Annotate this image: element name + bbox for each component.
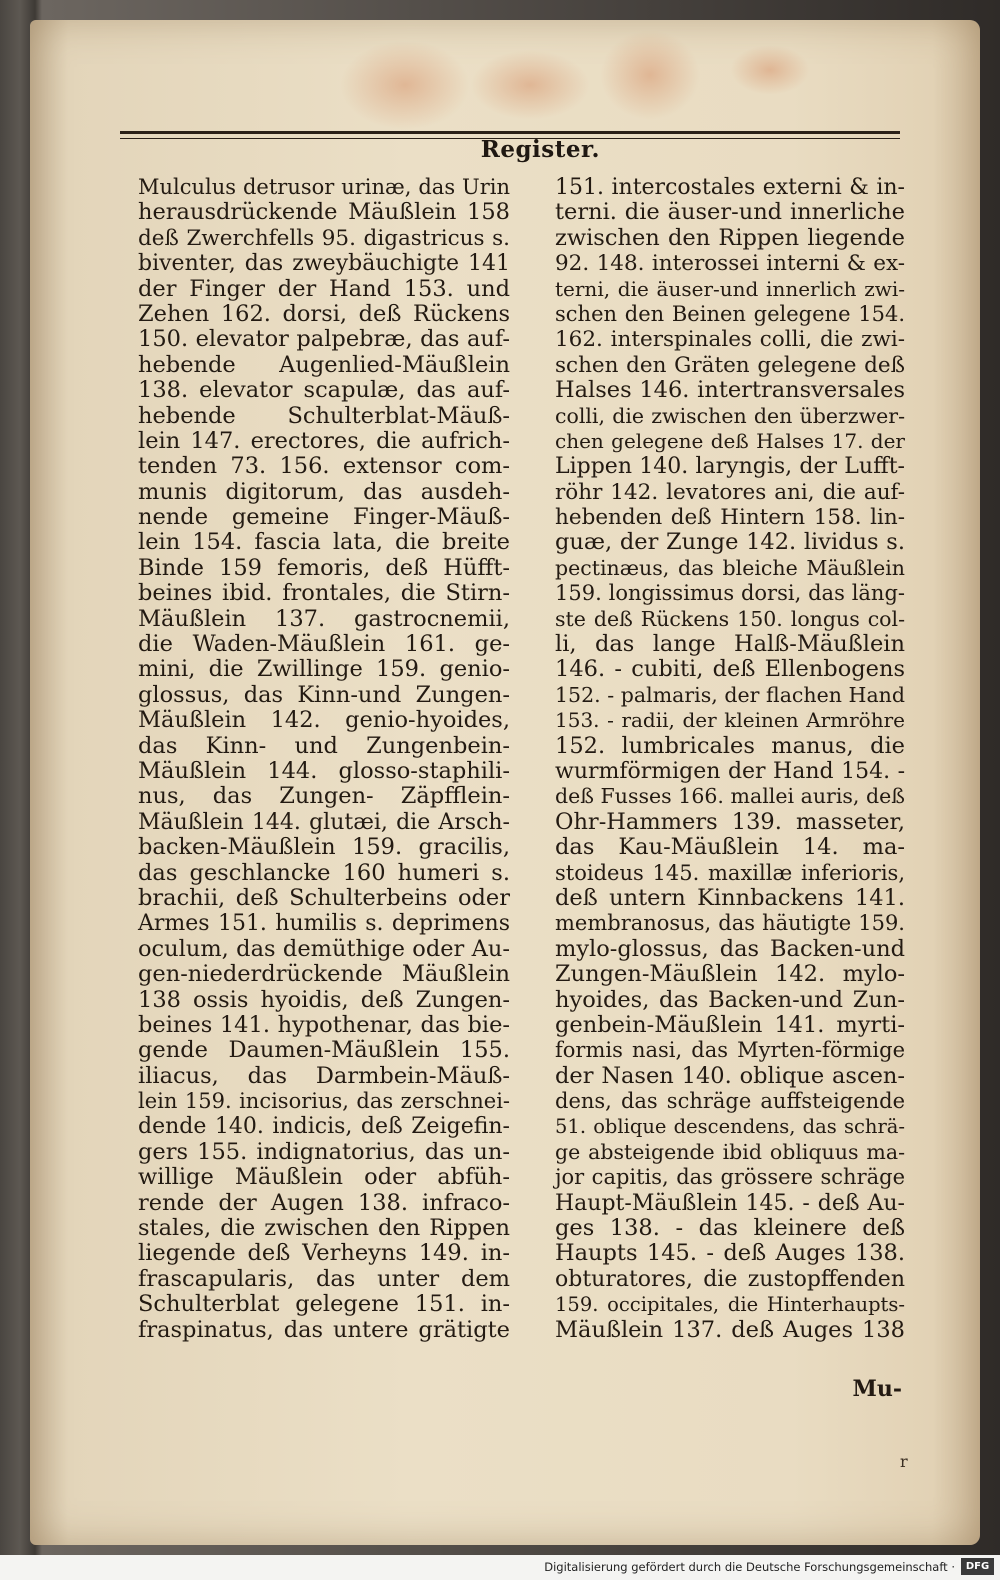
text-line: Zehen 162. dorsi, deß Rückens [138, 300, 510, 327]
text-line: 153. - radii, der kleinen Armröhre [555, 708, 905, 733]
text-line: gers 155. indignatorius, das un- [138, 1138, 510, 1165]
text-line: der Nasen 140. oblique ascen- [555, 1062, 905, 1089]
text-line: membranosus, das häutigte 159. [555, 911, 905, 936]
text-line: nus, das Zungen- Zäpfflein- [138, 783, 510, 810]
text-line: Mulculus detrusor urinæ, das Urin [138, 175, 510, 199]
text-line: rende der Augen 138. infraco- [138, 1189, 510, 1216]
text-line: Mäußlein 144. glosso-staphili- [138, 757, 510, 784]
text-line: guæ, der Zunge 142. lividus s. [555, 529, 905, 556]
running-header [120, 103, 900, 163]
text-line: mylo-glossus, das Backen-und [555, 935, 905, 962]
text-line: ste deß Rückens 150. longus col- [555, 606, 905, 631]
text-line: die Waden-Mäußlein 161. ge- [138, 631, 510, 658]
text-line: stoideus 145. maxillæ inferioris, [555, 860, 905, 885]
text-line: colli, die zwischen den überzwer- [555, 403, 905, 428]
text-line: dende 140. indicis, deß Zeigefin- [138, 1114, 510, 1140]
text-line: deß Fusses 166. mallei auris, deß [555, 784, 905, 809]
text-line: obturatores, die zustopffenden [555, 1266, 905, 1292]
text-line: 150. elevator palpebræ, das auf- [138, 326, 510, 353]
text-line: Mäußlein 142. genio-hyoides, [138, 707, 510, 734]
text-line: munis digitorum, das ausdeh- [138, 478, 510, 505]
text-line: Halses 146. intertransversales [555, 377, 905, 404]
text-line: röhr 142. levatores ani, die auf- [555, 479, 905, 505]
text-line: der Finger der Hand 153. und [138, 275, 510, 302]
text-line: gen-niederdrückende Mäußlein [138, 961, 510, 988]
text-line: pectinæus, das bleiche Mäußlein [555, 555, 905, 580]
text-line: hebende Augenlied-Mäußlein [138, 351, 510, 378]
text-line: 159. longissimus dorsi, das läng- [555, 581, 905, 606]
text-line: hebende Schulterblat-Mäuß- [138, 402, 510, 429]
footer-text: Digitalisierung gefördert durch die Deutsche Forschungsgemeinschaft · [544, 1560, 955, 1574]
text-line: Schulterblat gelegene 151. in- [138, 1291, 510, 1318]
text-line: herausdrückende Mäußlein 158 [138, 199, 510, 226]
text-line: brachii, deß Schulterbeins oder [138, 884, 510, 911]
text-line: 51. oblique descendens, das schrä- [555, 1115, 905, 1139]
text-line: wurmförmigen der Hand 154. - [555, 758, 905, 784]
text-line: 138 ossis hyoidis, deß Zungen- [138, 986, 510, 1013]
text-line: ge absteigende ibid obliquus ma- [555, 1139, 905, 1164]
text-line: genbein-Mäußlein 141. myrti- [555, 1011, 905, 1038]
text-line: iliacus, das Darmbein-Mäuß- [138, 1062, 510, 1089]
text-line: Armes 151. humilis s. deprimens [138, 911, 510, 937]
left-text-column [138, 175, 510, 1343]
text-line: 162. interspinales colli, die zwi- [555, 327, 905, 353]
text-line: formis nasi, das Myrten-förmige [555, 1038, 905, 1063]
text-line: ges 138. - das kleinere deß [555, 1215, 905, 1242]
text-line: Haupts 145. - deß Auges 138. [555, 1240, 905, 1267]
text-line: Zungen-Mäußlein 142. mylo- [555, 961, 905, 988]
text-line: das Kau-Mäußlein 14. ma- [555, 834, 905, 861]
text-line: deß Zwerchfells 95. digastricus s. [138, 225, 510, 251]
text-line: schen den Beinen gelegene 154. [555, 301, 905, 326]
text-line: jor capitis, das grössere schräge [555, 1165, 905, 1190]
text-line: tenden 73. 156. extensor com- [138, 453, 510, 480]
stain-4 [730, 45, 810, 95]
digitization-footer [0, 1555, 1000, 1580]
text-line: lein 159. incisorius, das zerschnei- [138, 1089, 510, 1114]
text-line: 146. - cubiti, deß Ellenbogens [555, 656, 905, 683]
text-line: glossus, das Kinn-und Zungen- [138, 681, 510, 708]
text-line: frascapularis, das unter dem [138, 1265, 510, 1292]
text-line: zwischen den Rippen liegende [555, 224, 905, 251]
text-line: dens, das schräge auffsteigende [555, 1089, 905, 1114]
text-line: hebenden deß Hintern 158. lin- [555, 505, 905, 531]
text-line: chen gelegene deß Halses 17. der [555, 428, 905, 453]
text-line: das geschlancke 160 humeri s. [138, 859, 510, 886]
text-line: 159. occipitales, die Hinterhaupts- [555, 1293, 905, 1317]
text-line: li, das lange Halß-Mäußlein [555, 631, 905, 658]
margin-mark: r [900, 1452, 908, 1471]
text-line: Mäußlein 137. gastrocnemii, [138, 605, 510, 632]
text-line: Mäußlein 144. glutæi, die Arsch- [138, 809, 510, 835]
text-line: mini, die Zwillinge 159. genio- [138, 656, 510, 683]
text-line: willige Mäußlein oder abfüh- [138, 1164, 510, 1191]
text-line: 151. intercostales externi & in- [555, 175, 905, 200]
header-rule-thick [120, 131, 900, 134]
text-line: 152. - palmaris, der flachen Hand [555, 682, 905, 707]
text-line: Binde 159 femoris, deß Hüfft- [138, 554, 510, 581]
text-line: beines ibid. frontales, die Stirn- [138, 580, 510, 607]
text-line: nende gemeine Finger-Mäuß- [138, 504, 510, 531]
text-line: backen-Mäußlein 159. gracilis, [138, 834, 510, 861]
dfg-logo: DFG [961, 1558, 994, 1575]
text-line: lein 147. erectores, die aufrich- [138, 427, 510, 454]
right-text-column [555, 175, 905, 1343]
text-line: Lippen 140. laryngis, der Lufft- [555, 454, 905, 480]
text-line: 138. elevator scapulæ, das auf- [138, 377, 510, 404]
text-line: stales, die zwischen den Rippen [138, 1215, 510, 1242]
catchword: Mu- [852, 1376, 902, 1402]
text-line: biventer, das zweybäuchigte 141 [138, 251, 510, 277]
text-line: lein 154. fascia lata, die breite [138, 529, 510, 556]
text-line: fraspinatus, das untere grätigte [138, 1316, 510, 1343]
text-line: 152. lumbricales manus, die [555, 732, 905, 759]
text-line: liegende deß Verheyns 149. in- [138, 1240, 510, 1267]
text-line: Mäußlein 137. deß Auges 138 [555, 1316, 905, 1343]
text-line: Haupt-Mäußlein 145. - deß Au- [555, 1190, 905, 1216]
text-line: beines 141. hypothenar, das bie- [138, 1011, 510, 1038]
text-line: schen den Gräten gelegene deß [555, 352, 905, 378]
text-line: deß untern Kinnbackens 141. [555, 884, 905, 911]
text-line: 92. 148. interossei interni & ex- [555, 251, 905, 277]
text-line: Ohr-Hammers 139. masseter, [555, 808, 905, 835]
text-line: terni. die äuser-und innerliche [555, 199, 905, 226]
text-line: terni, die äuser-und innerlich zwi- [555, 276, 905, 301]
text-line: das Kinn- und Zungenbein- [138, 732, 510, 759]
text-line: hyoides, das Backen-und Zun- [555, 986, 905, 1013]
text-line: oculum, das demüthige oder Au- [138, 935, 510, 962]
text-line: gende Daumen-Mäußlein 155. [138, 1037, 510, 1064]
header-title: Register. [480, 136, 600, 163]
